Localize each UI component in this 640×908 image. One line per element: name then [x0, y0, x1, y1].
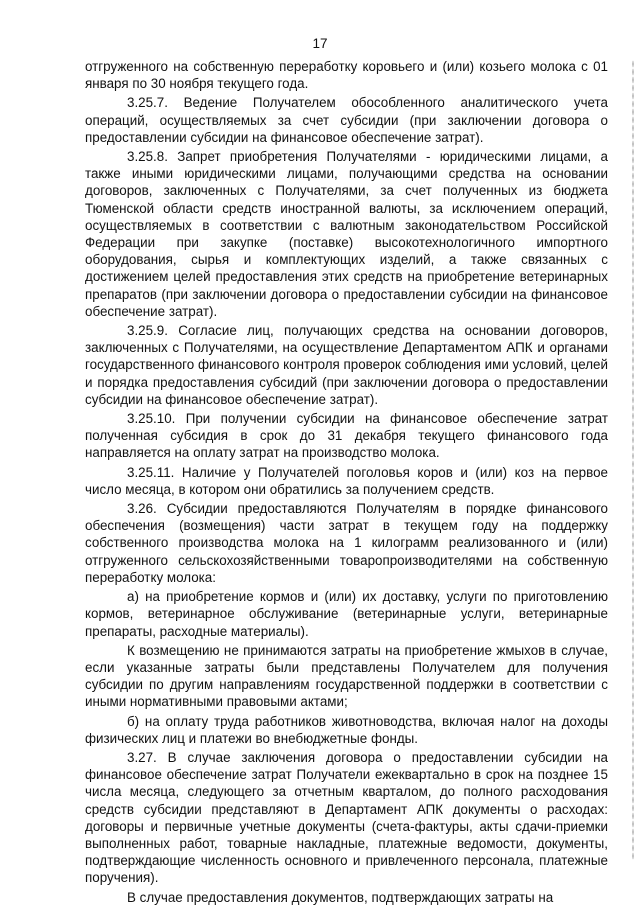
document-body	[85, 58, 608, 908]
paragraph-3-26-a: а) на приобретение кормов и (или) их доставку, услуги по приготовлению кормов, ветеринарное обслуживание (ветеринарные услуги, ветеринарные препараты, расходные материалы).	[85, 589, 608, 639]
page-number: 17	[312, 36, 328, 51]
paragraph-3-25-8: 3.25.8. Запрет приобретения Получателями - юридическими лицами, а также иными юридическими лицами, получающими средства на основании договоров, заключенных с Получателями, за счет полученных из бюджета Тюменской области средств иностранной валюты, за исключением операций, осуществляемых в соответствии с валютным законодательством Российской Федерации при закупке (поставке) высокотехнологичного импортного оборудования, сырья и комплектующих изделий, а также связанных с достижением целей предоставления этих средств на приобретение ветеринарных препаратов (при заключении договора о предоставлении субсидии на финансовое обеспечение затрат).	[85, 149, 608, 319]
paragraph-exclusion: К возмещению не принимаются затраты на приобретение жмыхов в случае, если указанные затраты были представлены Получателем для получения субсидии по другим направлениям государственной поддержки в соответствии с иными нормативными правовыми актами;	[85, 642, 608, 710]
paragraph-3-25-10: 3.25.10. При получении субсидии на финансовое обеспечение затрат полученная субсидия в срок до 31 декабря текущего финансового года направляется на оплату затрат на производство молока.	[85, 411, 608, 461]
paragraph-3-26: 3.26. Субсидии предоставляются Получателям в порядке финансового обеспечения (возмещения) части затрат в текущем году на поддержку собственного производства молока на 1 килограмм реализованного и (или) отгруженного сельскохозяйственными товаропроизводителями на собственную переработку молока:	[85, 501, 608, 585]
paragraph-3-25-7: 3.25.7. Ведение Получателем обособленного аналитического учета операций, осуществляемых за счет субсидии (при заключении договора о предоставлении субсидии на финансовое обеспечение затрат).	[85, 95, 608, 145]
paragraph-3-27: 3.27. В случае заключения договора о предоставлении субсидии на финансовое обеспечение затрат Получатели ежеквартально в срок на позднее 15 числа месяца, следующего за отчетным кварталом, до полного расходования средств субсидии представляют в Департамент АПК документы о расходах: договоры и первичные учетные документы (счета-фактуры, акты сдачи-приемки выполненных работ, товарные накладные, платежные ведомости, документы, подтверждающие численность основного и привлеченного персонала, платежные поручения).	[85, 749, 608, 886]
margin-scan-artifact	[632, 60, 634, 860]
paragraph-3-25-9: 3.25.9. Согласие лиц, получающих средства на основании договоров, заключенных с Получателями, на осуществление Департаментом АПК и органами государственного финансового контроля проверок соблюдения ими условий, целей и порядка предоставления субсидий (при заключении договора о предоставлении субсидии на финансовое обеспечение затрат).	[85, 323, 608, 407]
paragraph-3-26-b: б) на оплату труда работников животноводства, включая налог на доходы физических лиц и платежи во внебюджетные фонды.	[85, 713, 608, 746]
paragraph-continuation: отгруженного на собственную переработку коровьего и (или) козьего молока с 01 января по 30 ноября текущего года.	[85, 59, 608, 92]
paragraph-3-25-11: 3.25.11. Наличие у Получателей поголовья коров и (или) коз на первое число месяца, в котором они обратились за получением средств.	[85, 464, 608, 497]
paragraph-final: В случае предоставления документов, подтверждающих затраты на	[127, 889, 554, 905]
